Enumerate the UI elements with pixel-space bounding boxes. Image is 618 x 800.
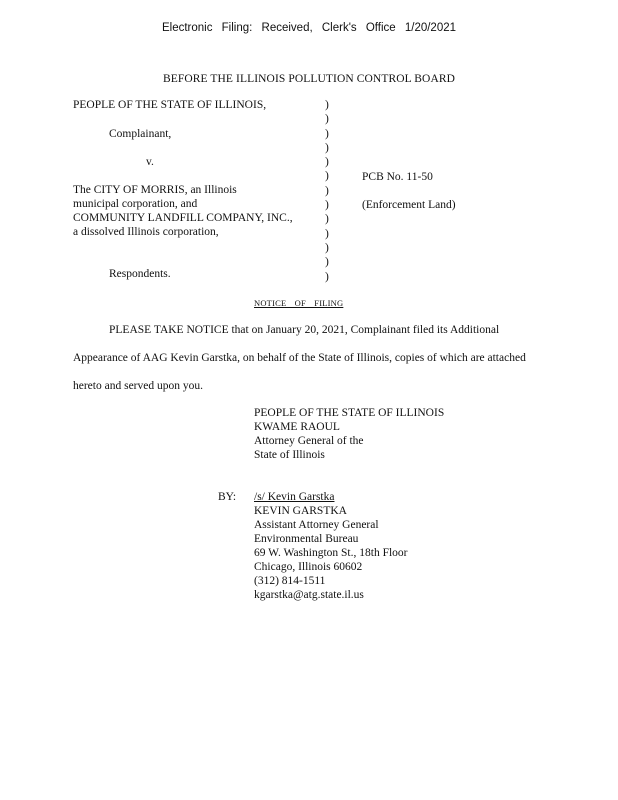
case-number: PCB No. 11-50 — [362, 171, 433, 183]
caption-paren: ) — [325, 170, 329, 183]
electronic-filing-stamp: Electronic Filing: Received, Clerk's Office 1/20/2021 — [161, 22, 457, 34]
signer-line: KEVIN GARSTKA — [254, 505, 347, 517]
caption-respondents: Respondents. — [109, 268, 171, 280]
caption-defendant-line: The CITY OF MORRIS, an Illinois — [73, 184, 237, 196]
caption-plaintiff: PEOPLE OF THE STATE OF ILLINOIS, — [73, 99, 267, 111]
caption-complainant: Complainant, — [109, 128, 172, 140]
caption-paren: ) — [325, 241, 329, 254]
caption-defendant-line: COMMUNITY LANDFILL COMPANY, INC., — [73, 212, 293, 224]
notice-heading: NOTICE OF FILING — [254, 298, 344, 308]
caption-paren: ) — [325, 199, 329, 212]
body-paragraph-line: hereto and served upon you. — [73, 380, 203, 392]
caption-paren: ) — [325, 113, 329, 126]
party-line: State of Illinois — [254, 449, 325, 461]
party-line: KWAME RAOUL — [254, 421, 340, 433]
caption-paren: ) — [325, 227, 329, 240]
signer-line: Environmental Bureau — [254, 533, 359, 545]
signer-line: 69 W. Washington St., 18th Floor — [254, 547, 408, 559]
signer-block — [254, 490, 408, 602]
caption-paren: ) — [325, 99, 329, 111]
party-line: PEOPLE OF THE STATE OF ILLINOIS — [254, 407, 445, 419]
caption-defendant-line: municipal corporation, and — [73, 198, 198, 210]
caption-versus: v. — [146, 156, 154, 168]
board-title: BEFORE THE ILLINOIS POLLUTION CONTROL BOARD — [162, 73, 456, 85]
party-block — [254, 406, 444, 462]
caption-parenthesis-column — [325, 98, 329, 284]
caption-paren: ) — [325, 256, 329, 269]
signer-line: Chicago, Illinois 60602 — [254, 561, 363, 573]
case-type: (Enforcement Land) — [362, 199, 456, 211]
caption-paren: ) — [325, 127, 329, 140]
caption-paren: ) — [325, 184, 329, 197]
caption-paren: ) — [325, 270, 329, 283]
signer-line: (312) 814-1511 — [254, 575, 326, 587]
party-line: Attorney General of the — [254, 435, 364, 447]
caption-defendant-line: a dissolved Illinois corporation, — [73, 226, 219, 238]
by-label: BY: — [218, 491, 237, 503]
caption-paren: ) — [325, 213, 329, 226]
body-paragraph-line: PLEASE TAKE NOTICE that on January 20, 2021, Complainant filed its Additional — [109, 324, 500, 336]
caption-paren: ) — [325, 156, 329, 169]
signer-email: kgarstka@atg.state.il.us — [254, 589, 364, 601]
electronic-signature: /s/ Kevin Garstka — [254, 491, 335, 503]
caption-paren: ) — [325, 141, 329, 154]
body-paragraph-line: Appearance of AAG Kevin Garstka, on behalf of the State of Illinois, copies of which are attached — [73, 352, 526, 364]
signer-line: Assistant Attorney General — [254, 519, 379, 531]
